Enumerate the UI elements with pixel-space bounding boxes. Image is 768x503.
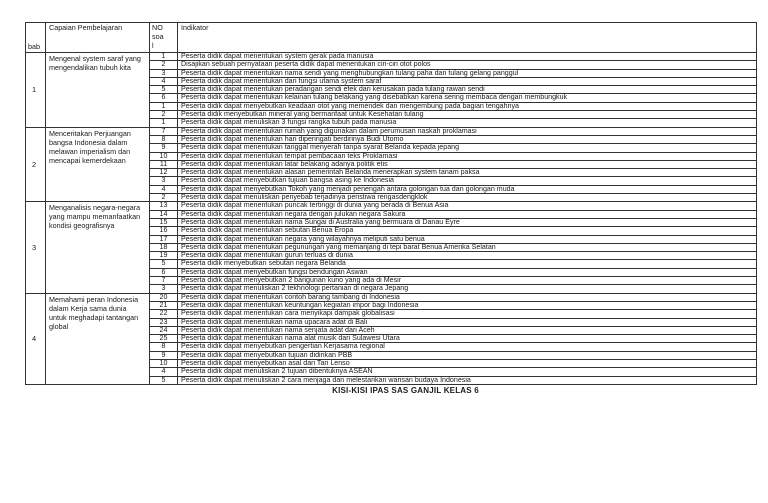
bab-cell: 3 <box>26 202 46 293</box>
header-no-line3: l <box>152 41 154 50</box>
capaian-cell: Mengenal system saraf yang mengendalikan tubuh kita <box>46 53 150 128</box>
no-soal-cell: 10 <box>150 152 178 160</box>
indikator-cell: Peserta didik dapat menuliskan 2 cara menjaga dan melestarikan warisan budaya Indonesia <box>178 376 757 384</box>
no-soal-cell: 5 <box>150 260 178 268</box>
indikator-cell: Peserta didik dapat menuliskan 2 tujuan dibentuknya ASEAN <box>178 368 757 376</box>
indikator-cell: Peserta didik menyebutkan mineral yang bermanfaat untuk Kesehatan tulang <box>178 111 757 119</box>
no-soal-cell: 22 <box>150 310 178 318</box>
indikator-cell: Peserta didik dapat menentukan keuntungan kegiatan impor bagi Indonesia <box>178 301 757 309</box>
table-row <box>26 127 757 135</box>
indikator-cell: Disajikan sebuah pernyataan peserta didik dapat menentukan ciri-ciri otot polos <box>178 61 757 69</box>
no-soal-cell: 3 <box>150 177 178 185</box>
no-soal-cell: 11 <box>150 160 178 168</box>
indikator-cell: Peserta didik dapat menyebutkan Tokoh yang menjadi penengah antara golongan tua dan golongan muda <box>178 185 757 193</box>
indikator-cell: Peserta didik dapat menentukan tempat pembacaan teks Proklamasi <box>178 152 757 160</box>
no-soal-cell: 8 <box>150 343 178 351</box>
header-no-soal <box>150 23 178 53</box>
indikator-cell: Peserta didik dapat menentukan kelainan tulang belakang yang disebabkan karena sering membaca dengan membungkuk <box>178 94 757 102</box>
indikator-cell: Peserta didik dapat menyebutkan pengertian Kerjasama regional <box>178 343 757 351</box>
indikator-cell: Peserta didik dapat menentukan cara menyikapi dampak globalisasi <box>178 310 757 318</box>
no-soal-cell: 5 <box>150 376 178 384</box>
indikator-cell: Peserta didik dapat menuliskan penyebab terjadinya peristiwa rengasdengklok <box>178 194 757 202</box>
capaian-cell: Menganalisis negara-negara yang mampu memanfaatkan kondisi geografisnya <box>46 202 150 293</box>
no-soal-cell: 14 <box>150 210 178 218</box>
indikator-cell: Peserta didik dapat menentukan negara yang wilayahnya meliputi satu benua <box>178 235 757 243</box>
no-soal-cell: 15 <box>150 218 178 226</box>
indikator-cell: Peserta didik dapat menentukan contoh barang tambang di Indonesia <box>178 293 757 301</box>
no-soal-cell: 8 <box>150 135 178 143</box>
no-soal-cell: 19 <box>150 252 178 260</box>
indikator-cell: Peserta didik dapat menentukan gurun terluas di dunia <box>178 252 757 260</box>
indikator-cell: Peserta didik dapat menentukan nama upacara adat di Bali <box>178 318 757 326</box>
header-capaian: Capaian Pembelajaran <box>46 23 150 53</box>
indikator-cell: Peserta didik dapat menentukan system gerak pada manusia <box>178 53 757 61</box>
no-soal-cell: 17 <box>150 235 178 243</box>
indikator-cell: Peserta didik dapat menentukan peradangan sendi efek dari kerusakan pada tulang rawan sendi <box>178 86 757 94</box>
no-soal-cell: 20 <box>150 293 178 301</box>
no-soal-cell: 7 <box>150 127 178 135</box>
header-indikator: Indikator <box>178 23 757 53</box>
no-soal-cell: 18 <box>150 243 178 251</box>
table-row <box>26 202 757 210</box>
header-no-line1: NO <box>152 23 163 32</box>
table-row <box>26 293 757 301</box>
indikator-cell: Peserta didik dapat menentukan sebutan Benua Eropa <box>178 227 757 235</box>
no-soal-cell: 5 <box>150 86 178 94</box>
no-soal-cell: 21 <box>150 301 178 309</box>
table-body <box>26 53 757 385</box>
indikator-cell: Peserta didik dapat menentukan negara dengan julukan negara Sakura <box>178 210 757 218</box>
indikator-cell: Peserta didik dapat menyebutkan fungsi bendungan Aswan <box>178 268 757 276</box>
no-soal-cell: 2 <box>150 61 178 69</box>
indikator-cell: Peserta didik dapat menyebutkan 2 bangunan kuno yang ada di Mesir <box>178 277 757 285</box>
document-caption: KISI-KISI IPAS SAS GANJIL KELAS 6 <box>332 385 479 395</box>
kisi-kisi-table <box>25 22 757 385</box>
no-soal-cell: 1 <box>150 119 178 127</box>
indikator-cell: Peserta didik dapat menentukan nama sendi yang menghubungkan tulang paha dan tulang gelang panggul <box>178 69 757 77</box>
no-soal-cell: 1 <box>150 102 178 110</box>
indikator-cell: Peserta didik dapat menentukan hari diperingati berdirinya Budi Utomo <box>178 135 757 143</box>
bab-cell: 2 <box>26 127 46 202</box>
no-soal-cell: 4 <box>150 368 178 376</box>
table-row <box>26 53 757 61</box>
indikator-cell: Peserta didik dapat menuliskan 3 fungsi rangka tubuh pada manusia <box>178 119 757 127</box>
indikator-cell: Peserta didik dapat menentukan nama senjata adat dari Aceh <box>178 326 757 334</box>
no-soal-cell: 1 <box>150 53 178 61</box>
header-bab: bab <box>26 23 46 53</box>
no-soal-cell: 9 <box>150 351 178 359</box>
capaian-cell: Memahami peran Indonesia dalam Kerja sama dunia untuk meghadapi tantangan global <box>46 293 150 384</box>
no-soal-cell: 6 <box>150 94 178 102</box>
no-soal-cell: 12 <box>150 169 178 177</box>
no-soal-cell: 7 <box>150 277 178 285</box>
indikator-cell: Peserta didik dapat menyebutkan keadaan otot yang memendek dan mengembung pada bagian tengahnya <box>178 102 757 110</box>
no-soal-cell: 4 <box>150 185 178 193</box>
no-soal-cell: 13 <box>150 202 178 210</box>
indikator-cell: Peserta didik dapat menuliskan 2 tekhnologi pertanian di negara Jepang <box>178 285 757 293</box>
indikator-cell: Peserta didik dapat menentukan pegunungan yang memanjang di tepi barat Benua Amerika Selatan <box>178 243 757 251</box>
no-soal-cell: 23 <box>150 318 178 326</box>
table-header-row <box>26 23 757 53</box>
indikator-cell: Peserta didik menyebutkan sebutan negara Belanda <box>178 260 757 268</box>
no-soal-cell: 3 <box>150 69 178 77</box>
capaian-cell: Menceritakan Perjuangan bangsa Indonesia dalam melawan imperialism dan mencapai kemerdekaan <box>46 127 150 202</box>
bab-cell: 1 <box>26 53 46 128</box>
bab-cell: 4 <box>26 293 46 384</box>
no-soal-cell: 16 <box>150 227 178 235</box>
no-soal-cell: 6 <box>150 268 178 276</box>
indikator-cell: Peserta didik dapat menentukan latar belakang adanya politik etis <box>178 160 757 168</box>
indikator-cell: Peserta didik dapat menentukan alasan pemerintah Belanda menerapkan system tanam paksa <box>178 169 757 177</box>
header-no-line2: soa <box>152 32 164 41</box>
no-soal-cell: 24 <box>150 326 178 334</box>
no-soal-cell: 4 <box>150 77 178 85</box>
indikator-cell: Peserta didik dapat menyebutkan tujuan bangsa asing ke Indonesia <box>178 177 757 185</box>
no-soal-cell: 10 <box>150 359 178 367</box>
indikator-cell: Peserta didik dapat menentukan rumah yang digunakan dalam perumusan naskah proklamasi <box>178 127 757 135</box>
indikator-cell: Peserta didik dapat menyebutkan tujuan didirikan PBB <box>178 351 757 359</box>
no-soal-cell: 2 <box>150 111 178 119</box>
indikator-cell: Peserta didik dapat menentukan nama Sungai di Australia yang bermuara di Danau Eyre <box>178 218 757 226</box>
indikator-cell: Peserta didik dapat menentukan tanggal menyerah tanpa syarat Belanda kepada jepang <box>178 144 757 152</box>
indikator-cell: Peserta didik dapat menentukan dari fungsi utama system saraf <box>178 77 757 85</box>
indikator-cell: Peserta didik dapat menyebutkan asal dari Tari Lenso <box>178 359 757 367</box>
no-soal-cell: 2 <box>150 194 178 202</box>
indikator-cell: Peserta didik dapat menentukan puncak tertinggi di dunia yang berada di Benua Asia <box>178 202 757 210</box>
no-soal-cell: 25 <box>150 335 178 343</box>
kisi-kisi-sheet <box>25 22 756 395</box>
indikator-cell: Peserta didik dapat menentukan nama alat musik dari Sulawesi Utara <box>178 335 757 343</box>
no-soal-cell: 9 <box>150 144 178 152</box>
no-soal-cell: 3 <box>150 285 178 293</box>
